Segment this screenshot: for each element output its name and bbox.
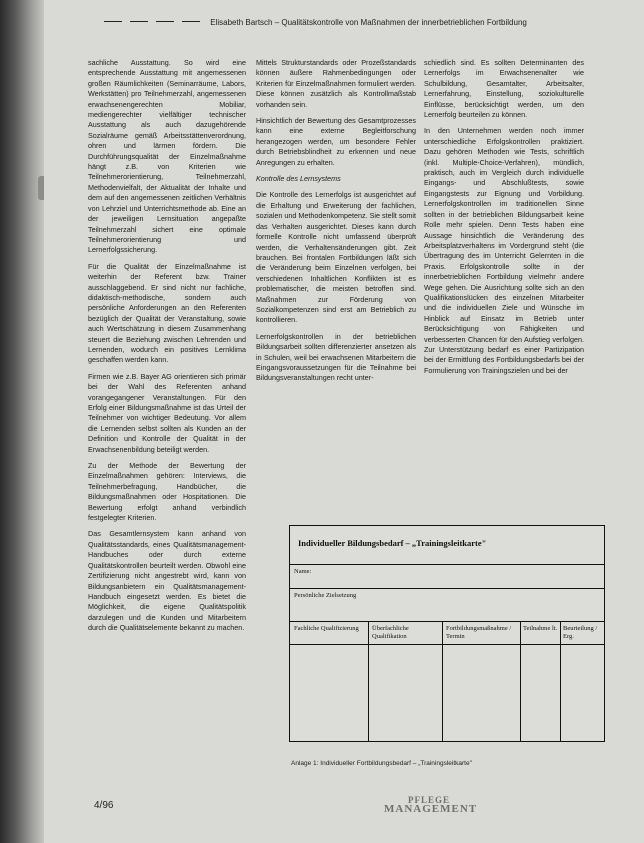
paragraph: Für die Qualität der Einzelmaßnahme ist weiterhin der Referent bzw. Trainer ausschlaggebend. Er sind nicht nur fachliche, didaktisch-methodische, sondern auch persönliche Anforderungen an den Referenten bezüglich der Qualität der Veranstaltung, sowie auch Wertschätzung in diesem Zusammenhang steuert die Beziehung zwischen Lehrenden und Lernenden, wodurch ein positives Lernklima geschaffen werden kann. — [88, 261, 246, 365]
paragraph: schiedlich sind. Es sollten Determinanten des Lernerfolgs im Erwachsenenalter wie Schulbildung, Gesamtalter, Arbeitsalter, Lernerfahrung, Einstellung, soziokulturelle Einflüsse, berücksichtigt werden, um den Lernerfolg beurteilen zu können. — [424, 58, 584, 120]
logo-line-2: MANAGEMENT — [384, 803, 478, 815]
running-header-text: Elisabeth Bartsch – Qualitätskontrolle von Maßnahmen der innerbetrieblichen Fortbildung — [210, 18, 527, 27]
divider — [290, 621, 604, 622]
paragraph: Hinsichtlich der Bewertung des Gesamtprozesses kann eine externe Begleitforschung herangezogen werden, um besondere Fehler durch Betriebsblindheit zu erkennen und neue Anregungen zu erhalten. — [256, 116, 416, 167]
form-column-header: Überfachliche Qualifikation — [372, 625, 409, 640]
divider — [442, 621, 443, 741]
paragraph: In den Unternehmen werden noch immer unterschiedliche Erfolgskontrollen praktiziert. Dazu gehören Methoden wie Tests, schriftlich (inkl. Multiple-Choice-Verfahren), mündlich, praktisch, auch im Vergleich durch individuelle Eingangs- und Abschlußtests, sowie Eingangstests zur Eignung und Vorbildung. Lernerfolgskontrollen im traditionellen Sinne sollten in der betrieblichen Bildungsarbeit keine Rolle mehr spielen. Denn Tests haben eine Aussage hinsichtlich die Veränderung des Arbeitsplatzverhaltens im Vordergrund steht (die Übertragung des im Unterricht Gelernten in die Praxis. Erfolgskontrolle sollte in der innerbetrieblichen Fortbildung vielmehr andere Wege gehen. Die Ausrichtung sollte sich an den Qualifikationslücken des einzelnen Mitarbeiter und die individuellen Ziele und Wünsche im Hinblick auf Einsatz im Betrieb unter Berücksichtigung von Fähigkeiten und verbesserten Chancen für den Aufstieg verfolgen. Zur Unterstützung bedarf es einer Partizipation bei der Ermittlung des Fortbildungsbedarfs bei der Formulierung von Trainingszielen und bei der — [424, 126, 584, 375]
divider — [290, 564, 604, 565]
divider — [368, 621, 369, 741]
text-column-2 — [256, 58, 416, 390]
training-card-form — [289, 525, 605, 742]
text-column-1 — [88, 58, 246, 640]
paragraph: Das Gesamtlernsystem kann anhand von Qualitätsstandards, eines Qualitätsmanagement-Handbuches oder durch externe Qualitätskontrollen beurteilt werden. Obwohl eine Zertifizierung nicht angestrebt wird, kann von Bildungsanbietern ein Qualitätsmanagement-Handbuch eingesetzt werden. Es bietet die Möglichkeit, die eigene Qualitätspolitik darzulegen und die Kunden und Mitarbeitern durch die Qualitätselemente bekannt zu machen. — [88, 529, 246, 633]
text-column-3 — [424, 58, 584, 382]
divider — [560, 621, 561, 741]
paragraph: Die Kontrolle des Lernerfolgs ist ausgerichtet auf die Erhaltung und Erweiterung der fachlichen, sozialen und Methodenkompetenz. Sie stellt somit das Verhalten ausgerichtet. Dieses kann durch formelle Kontrolle nicht umfassend überprüft werden, die Verhaltensänderungen gibt. Zeit brauchen. Bei frontalen Fortbildungen läßt sich die Veränderung beim Einzelnen verfolgen, bei verschiedenen Inhaltlichen Konflikten ist es problematischer, die meisten betroffen sind. Maßnahmen zur Förderung von Sozialkompetenzen sind erst am Betrieblich zu kontrollieren. — [256, 190, 416, 325]
form-title: Individueller Bildungsbedarf – „Trainingsleitkarte" — [298, 538, 487, 548]
divider — [290, 644, 604, 645]
document-page — [44, 0, 644, 843]
page-number: 4/96 — [94, 800, 114, 811]
section-subheading: Kontrolle des Lernsystems — [256, 174, 341, 184]
paragraph: Mittels Strukturstandards oder Prozeßstandards können äußere Rahmenbedingungen oder Kriterien für Einzelmaßnahmen formuliert werden. Diese können zusätzlich als Kontrollmaßstab vorhanden sein. — [256, 58, 416, 109]
figure-caption: Anlage 1: Individueller Fortbildungsbedarf – „Trainingsleitkarte" — [291, 760, 472, 767]
divider — [520, 621, 521, 741]
figure-training-card — [279, 515, 609, 780]
form-name-label: Name: — [294, 568, 312, 575]
paragraph: Zu der Methode der Bewertung der Einzelmaßnahmen gehören: Interviews, die Teilnehmerbefragung, Handbücher, die Bildungsmaßnahmen oder Hospitationen. Die Bewertung erfolgt anhand verbindlich festgelegter Kriterien. — [88, 461, 246, 523]
form-column-header: Fachliche Qualifizierung — [294, 625, 359, 632]
paragraph: Lernerfolgskontrollen in der betrieblichen Bildungsarbeit sollten differenzierter ansetzen als in Schulen, weil bei erwachsenen Mitarbeitern die Eingangsvoraussetzungen für die Teilnahme bei Bildungsveranstaltungen recht unter- — [256, 331, 416, 383]
book-spine — [0, 0, 44, 843]
form-column-header: Fortbildungsmaßnahme / Termin — [446, 625, 512, 640]
running-header — [104, 18, 634, 27]
magazine-logo — [384, 795, 478, 815]
form-column-header: Teilnahme lt. — [523, 625, 558, 632]
logo-line-1: PFLEGE — [407, 795, 450, 805]
form-goal-label: Persönliche Zielsetzung — [294, 592, 357, 599]
paragraph: Firmen wie z.B. Bayer AG orientieren sich primär bei der Wahl des Referenten anhand vorangegangener Veranstaltungen. Für den Erfolg einer Bildungsmaßnahme ist das Urteil der Teilnehmer von wichtiger Bedeutung. Vor allem die Lernenden selbst sollten als Kunden an der Definition und Kontrolle der Qualität in der Erwachsenenbildung beteiligt werden. — [88, 371, 246, 454]
paragraph: sachliche Ausstattung. So wird eine entsprechende Ausstattung mit angemessenen großen Räumlichkeiten (Seminarräume, Labors, Werkstätten) pro Teilnehmerzahl, angemessenen erwachsenengerechten Mobiliar, mediengerechter vielfältiger technischer Ausstattung als auch dazugehörende Sozialräume gemäß Arbeitsstättenverordnung, ohren und lärmen fördern. Die Durchführungsqualität der Einzelmaßnahme hängt z.B. von Kriterien wie Teilnehmerorientierung, Teilnehmerzahl, Methodenvielfalt, der Aktualität der Inhalte und dem auf den angemessenen zeitlichen Verhältnis von Lehrziel und Unterrichtsmethode ab. Eine an der jeweiligen Lernsituation angepaßte Teilnehmerzahl sichert eine optimale Teilnehmerorientierung und Lernerfolgssicherung. — [88, 58, 246, 255]
divider — [290, 588, 604, 589]
form-column-header: Beurteilung / Erg. — [563, 625, 598, 640]
